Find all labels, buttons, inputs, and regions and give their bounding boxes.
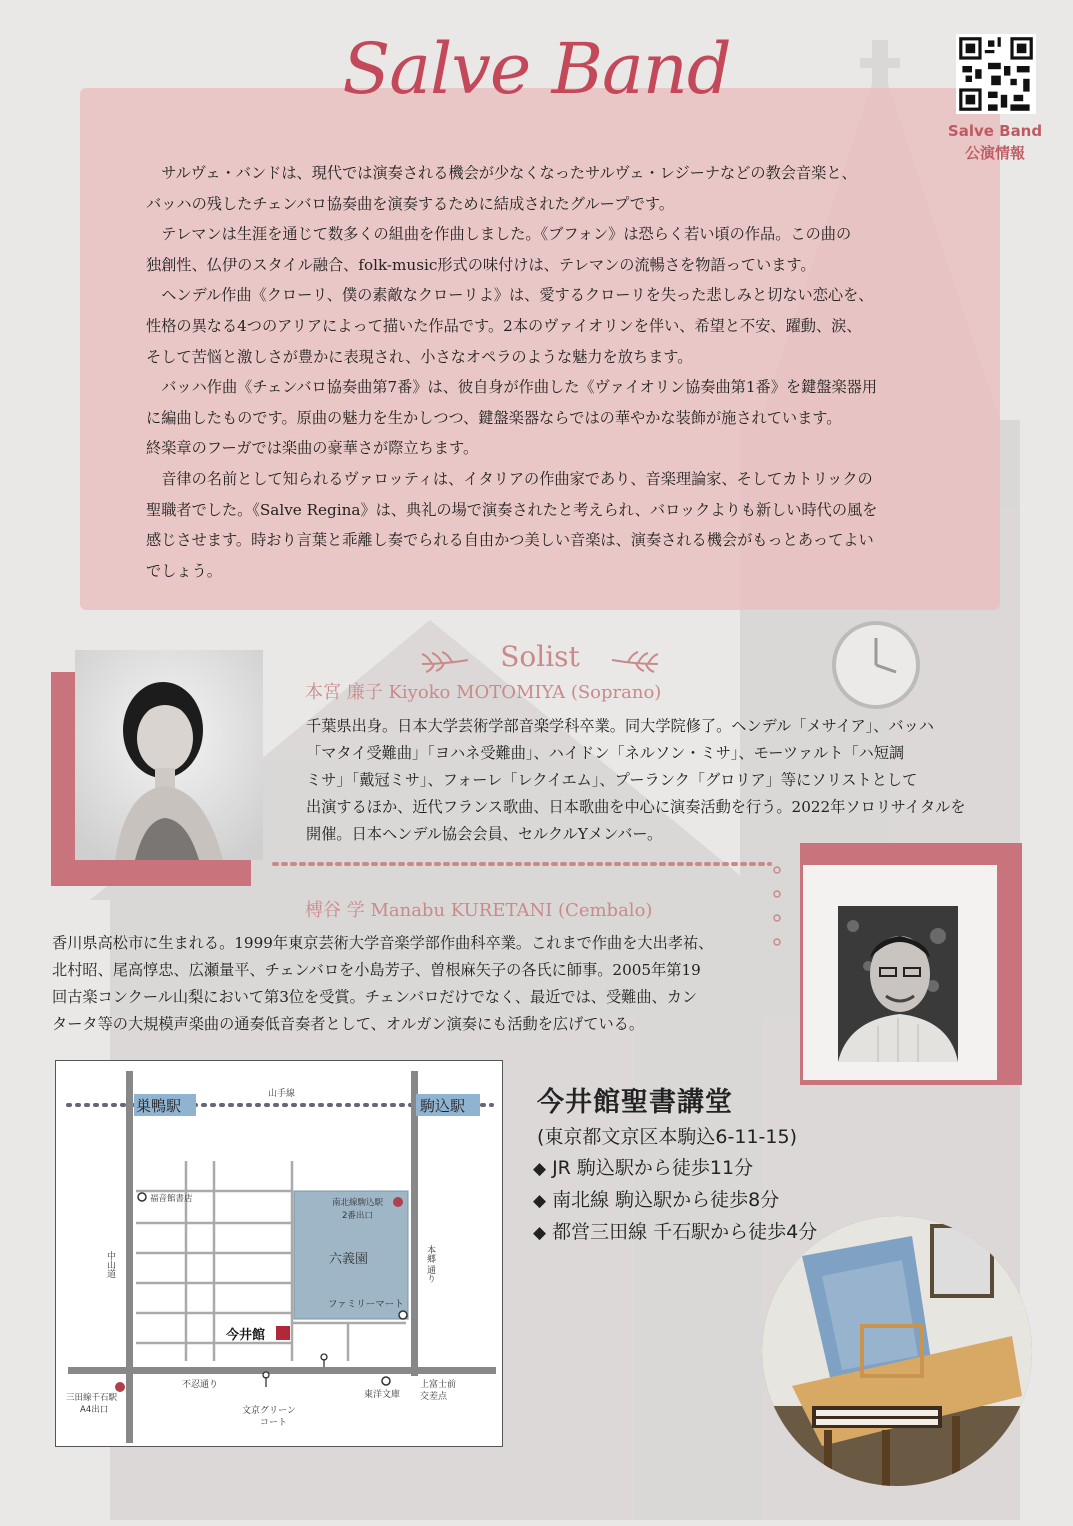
diamond-bullet-icon: ◆ bbox=[533, 1223, 547, 1243]
map-label-toyo: 東洋文庫 bbox=[364, 1390, 401, 1400]
map-label-hongo: 本郷 bbox=[425, 1245, 435, 1263]
cembalo-photo bbox=[838, 906, 958, 1062]
diamond-bullet-icon: ◆ bbox=[533, 1191, 547, 1211]
map-label-familymart: ファミリーマート bbox=[328, 1299, 404, 1310]
qr-code-icon[interactable] bbox=[956, 34, 1036, 114]
cembalo-bio: 香川県高松市に生まれる。1999年東京芸術大学音楽学部作曲科卒業。これまで作曲を大出孝祐、 北村昭、尾高惇忠、広瀬量平、チェンバロを小島芳子、曽根麻矢子の各氏に師事。2005年第19 回古楽コンクール山梨において第3位を受賞。チェンバロだけでなく、最近では、受難曲、カン タータ等の大規模声楽曲の通奏低音奏者として、オルガン演奏にも活動を広げている。 bbox=[52, 934, 714, 1033]
intro-line: そして苦悩と激しさが豊かに表現され、小さなオペラのような魅力を放ちます。 bbox=[146, 347, 693, 366]
map-label-shinobazu: 不忍通り bbox=[182, 1380, 219, 1390]
laurel-left-icon bbox=[420, 650, 470, 674]
map-label-kamifuji-crossing: 交差点 bbox=[420, 1392, 448, 1402]
intro-line: バッハの残したチェンバロ協奏曲を演奏するために結成されたグループです。 bbox=[146, 194, 675, 213]
map-label-yamanote: 山手線 bbox=[268, 1089, 296, 1099]
access-item: ◆ 南北線 駒込駅から徒歩8分 bbox=[533, 1189, 780, 1211]
intro-line: 終楽章のフーガでは楽曲の豪華さが際立ちます。 bbox=[146, 439, 479, 458]
intro-line: テレマンは生涯を通じて数多くの組曲を作曲しました。《ブフォン》は恐らく若い頃の作品。この曲の bbox=[161, 225, 852, 244]
intro-line: に編曲したものです。原曲の魅力を生かしつつ、鍵盤楽器ならではの華やかな装飾が施されています。 bbox=[146, 408, 842, 427]
map-label-mita: 三田線千石駅 bbox=[66, 1393, 118, 1403]
soprano-bio: 千葉県出身。日本大学芸術学部音楽学科卒業。同大学院修了。ヘンデル「メサイア」、バッハ 「マタイ受難曲」「ヨハネ受難曲」、ハイドン「ネルソン・ミサ」、モーツァルト「ハ短調 ミサ」「戴冠ミサ」、フォーレ「レクイエム」、プーランク「グロリア」等にソリストとして 出演するほか、近代フランス歌曲、日本歌曲を中心に演奏活動を行う。2022年ソロリサイタルを 開催。日本ヘンデル協会会員、セルクルYメンバー。 bbox=[306, 717, 966, 843]
intro-line: バッハ作曲《チェンバロ協奏曲第7番》は、彼自身が作曲した《ヴァイオリン協奏曲第1番》を鍵盤楽器用 bbox=[161, 378, 878, 397]
map-label-rikugien: 六義園 bbox=[329, 1252, 369, 1267]
intro-line: ヘンデル作曲《クローリ、僕の素敵なクローリよ》は、愛するクローリを失った悲しみと切ない恋心を、 bbox=[161, 286, 874, 305]
dotted-divider bbox=[272, 860, 772, 868]
soprano-name: 本宮 廉子 Kiyoko MOTOMIYA (Soprano) bbox=[305, 682, 662, 703]
map-label-imaikan: 今井館 bbox=[226, 1328, 266, 1343]
access-item: ◆ 都営三田線 千石駅から徒歩4分 bbox=[533, 1221, 818, 1243]
intro-line: 音律の名前として知られるヴァロッティは、イタリアの作曲家であり、音楽理論家、そしてカトリックの bbox=[161, 469, 873, 488]
intro-text bbox=[146, 158, 946, 586]
intro-line: でしょう。 bbox=[146, 561, 222, 580]
diamond-bullet-icon: ◆ bbox=[533, 1159, 547, 1179]
map-label-bunkyo: 文京グリーン bbox=[242, 1406, 296, 1416]
map-label-kamifuji: 上富士前 bbox=[420, 1380, 457, 1390]
map-label-mita-exit: A4出口 bbox=[80, 1405, 109, 1415]
intro-line: サルヴェ・バンドは、現代では演奏される機会が少なくなったサルヴェ・レジーナなどの教会音楽と、 bbox=[161, 164, 857, 182]
map-label-hongo-dori: 通り bbox=[425, 1265, 435, 1283]
map-label-namboku: 南北線駒込駅 bbox=[332, 1198, 384, 1208]
map-label-bunkyo-court: コート bbox=[260, 1418, 288, 1428]
intro-line: 性格の異なる4つのアリアによって描いた作品です。2本のヴァイオリンを伴い、希望と不安、躍動、涙、 bbox=[146, 316, 862, 335]
access-map bbox=[55, 1060, 503, 1447]
map-label-fukuonkan: 福音館書店 bbox=[150, 1194, 193, 1204]
intro-line: 独創性、仏伊のスタイル融合、folk-music形式の味付けは、テレマンの流暢さを物語っています。 bbox=[146, 255, 816, 274]
map-label-nakasendo: 中山道 bbox=[105, 1251, 115, 1278]
harpsichord-photo bbox=[762, 1216, 1032, 1486]
logo: Salve Band bbox=[342, 28, 731, 110]
laurel-right-icon bbox=[610, 650, 660, 674]
cembalo-name: 榑谷 学 Manabu KURETANI (Cembalo) bbox=[305, 900, 653, 921]
intro-line: 聖職者でした。《Salve Regina》は、典礼の場で演奏されたと考えられ、バロックよりも新しい時代の風を bbox=[146, 500, 878, 519]
intro-line: 感じさせます。時おり言葉と乖離し奏でられる自由かつ美しい音楽は、演奏される機会がもっとあってよい bbox=[146, 531, 874, 550]
solist-heading: Solist bbox=[420, 640, 660, 673]
soprano-photo bbox=[75, 650, 263, 860]
map-label-sugamo: 巣鴨駅 bbox=[136, 1097, 182, 1115]
qr-caption: Salve Band 公演情報 bbox=[947, 122, 1043, 162]
venue-address: (東京都文京区本駒込6-11-15) bbox=[537, 1126, 797, 1148]
map-label-namboku-exit: 2番出口 bbox=[342, 1211, 373, 1221]
venue-title: 今井館聖書講堂 bbox=[537, 1087, 733, 1118]
access-item: ◆ JR 駒込駅から徒歩11分 bbox=[533, 1157, 754, 1179]
venue-access-list bbox=[533, 1153, 817, 1249]
map-label-komagome: 駒込駅 bbox=[420, 1097, 466, 1115]
